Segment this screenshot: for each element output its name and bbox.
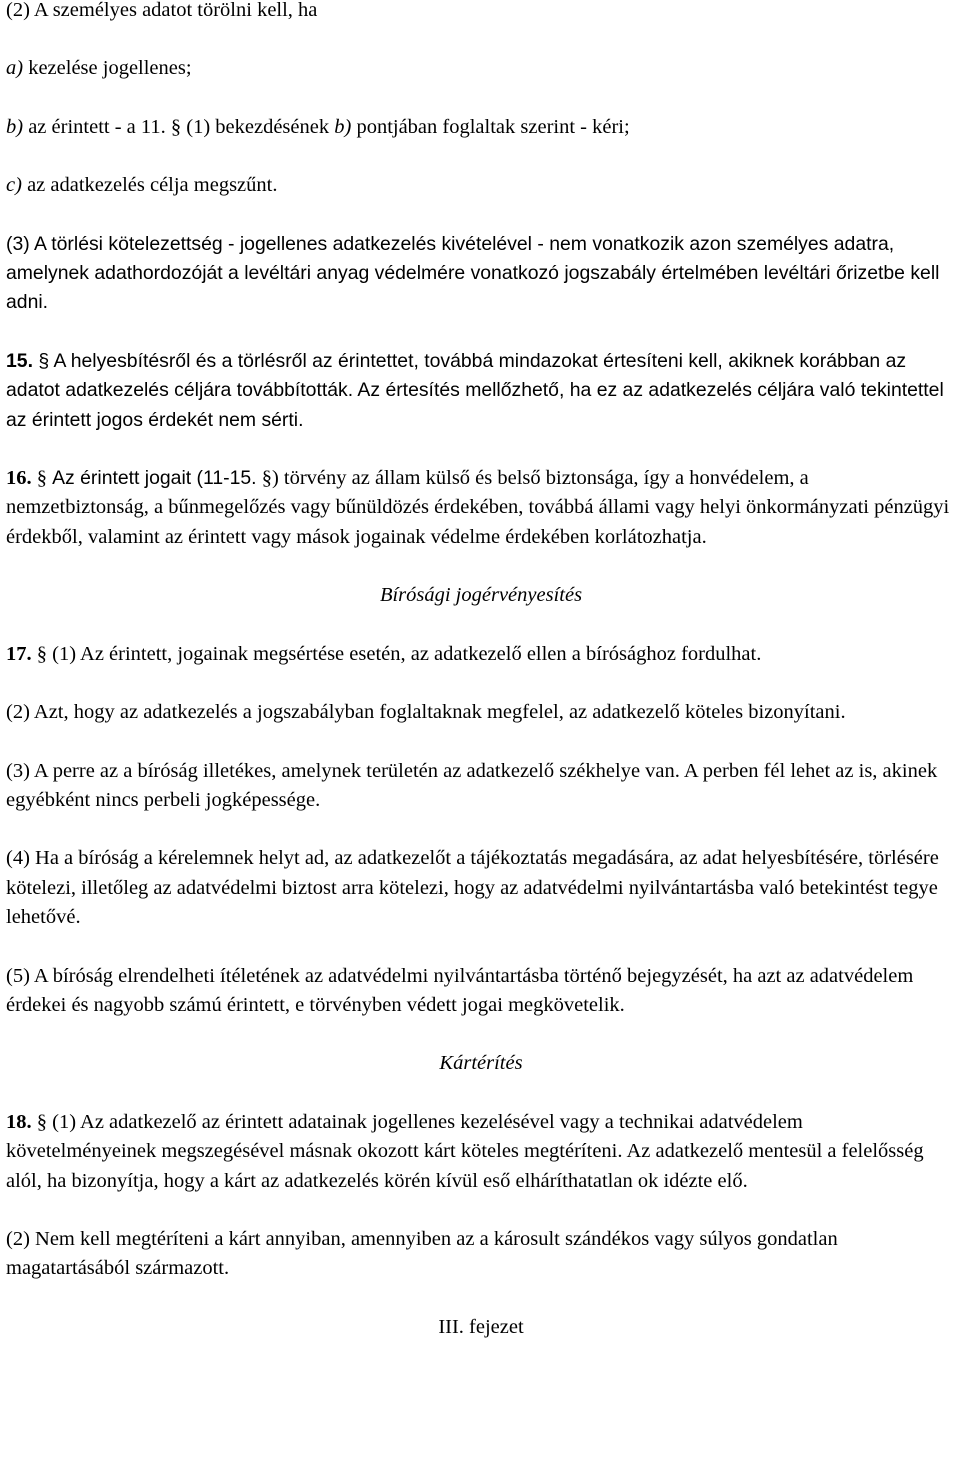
section-number: 17. [6,642,32,665]
section-16: 16. § Az érintett jogait (11-15. §) törvény az állam külső és belső biztonsága, így a honvédelem, a nemzetbiztonság, a bűnmegelőzés vagy bűnüldözés érdekében, továbbá állami vagy helyi önkormányzati pénzügyi érdekből, valamint az érintett vagy mások jogainak védelme érdekében korlátozhatja. [6,467,950,548]
para-2-item-a: a) kezelése jogellenes; [6,57,192,80]
chapter-title: III. fejezet [438,1315,524,1338]
section-17-p5: (5) A bíróság elrendelheti ítéletének az adatvédelmi nyilvántartásba történő bejegyzését, ha azt az adatvédelem érdekei és nagyobb számú érintett, e törvényben védett jogai megkövetelik. [6,964,914,1016]
item-letter: a) [6,57,24,80]
section-sign: § [170,115,182,138]
item-letter: c) [6,174,22,197]
section-sign: § [261,467,272,490]
section-18-p2: (2) Nem kell megtéríteni a kárt annyiban, amennyiben az a károsult szándékos vagy súlyos gondatlan magatartásából származott. [6,1227,838,1280]
heading-damages: Kártérítés [439,1052,523,1075]
section-number: 15. [6,349,33,372]
item-letter: b) [6,115,24,138]
section-17-p1: 17. § (1) Az érintett, jogainak megsértése esetén, az adatkezelő ellen a bírósághoz fordulhat. [6,642,762,665]
section-sign: § [36,1110,47,1133]
section-sign: § [36,467,47,490]
section-18-p1: 18. § (1) Az adatkezelő az érintett adatainak jogellenes kezelésével vagy a technikai adatvédelem követelményeinek megszegésével másnak okozott kárt köteles megtéríteni. Az adatkezelő mentesül a felelősség alól, ha bizonyítja, hogy a kárt az adatkezelés körén kívül eső elháríthatatlan ok idézte elő. [6,1110,924,1192]
para-2-lead: (2) A személyes adatot törölni kell, ha [6,0,318,21]
section-number: 18. [6,1110,32,1133]
section-number: 16. [6,467,32,490]
section-17-p4: (4) Ha a bíróság a kérelemnek helyt ad, az adatkezelőt a tájékoztatás megadására, az adat helyesbítésére, törlésére kötelezi, illetőleg az adatvédelmi biztost arra kötelezi, hogy az adatvédelmi nyilvántartásba való betekintést tegye lehetővé. [6,847,939,929]
section-17-p3: (3) A perre az a bíróság illetékes, amelynek területén az adatkezelő székhelye van. A perben fél lehet az is, akinek egyébként nincs perbeli jogképessége. [6,759,938,811]
section-sign: § [38,349,50,372]
section-17-p2: (2) Azt, hogy az adatkezelés a jogszabályban foglaltaknak megfelel, az adatkezelő köteles bizonyítani. [6,701,846,724]
section-sign: § [36,642,47,665]
section-15: 15. § A helyesbítésről és a törlésről az érintettet, továbbá mindazokat értesíteni kell, akiknek korábban az adatot adatkezelés céljára továbbították. Az értesítés mellőzhető, ha ez az adatkezelés céljára való tekintettel az érintett jogos érdekét nem sérti. [6,349,944,431]
heading-court: Bírósági jogérvényesítés [379,584,583,607]
para-3: (3) A törlési kötelezettség - jogellenes adatkezelés kivételével - nem vonatkozik azon személyes adatra, amelynek adathordozóját a levéltári anyag védelmére vonatkozó jogszabály értelmében levéltári őrizetbe kell adni. [6,232,940,314]
document-page [6,0,956,1342]
para-2-item-b: b) az érintett - a 11. § (1) bekezdésének b) pontjában foglaltak szerint - kéri; [6,115,630,138]
para-2-item-c: c) az adatkezelés célja megszűnt. [6,174,278,197]
